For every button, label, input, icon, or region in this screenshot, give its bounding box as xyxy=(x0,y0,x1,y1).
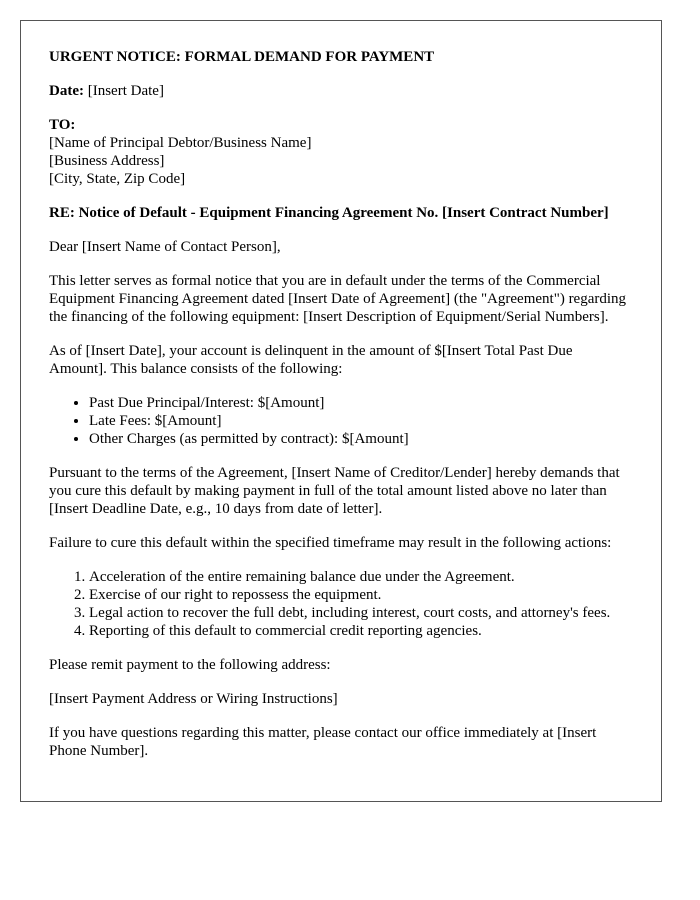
date-label: Date: xyxy=(49,83,84,99)
list-item: 4. Reporting of this default to commercial credit reporting agencies. xyxy=(89,622,632,640)
paragraph-contact: If you have questions regarding this matter, please contact our office immediately at [Insert Phone Number]. xyxy=(49,725,597,759)
date-line xyxy=(49,82,632,100)
list-item: 2. Exercise of our right to repossess the equipment. xyxy=(89,586,632,604)
paragraph-intro: This letter serves as formal notice that you are in default under the terms of the Commercial Equipment Financing Agreement dated [Insert Date of Agreement] (the "Agreement") regarding the financing of the following equipment: [Insert Description of Equipment/Serial Numbers]. xyxy=(49,273,627,325)
paragraph-remit: Please remit payment to the following address: xyxy=(49,657,331,673)
recipient-address: [Business Address] xyxy=(49,153,165,169)
list-item: • Late Fees: $[Amount] xyxy=(89,412,632,430)
list-item: 1. Acceleration of the entire remaining balance due under the Agreement. xyxy=(89,568,632,586)
subject-line xyxy=(49,204,632,222)
actions-list xyxy=(49,568,632,640)
payment-address: [Insert Payment Address or Wiring Instructions] xyxy=(49,691,338,707)
paragraph-delinquent: As of [Insert Date], your account is delinquent in the amount of $[Insert Total Past Due Amount]. This balance consists of the following: xyxy=(49,343,573,377)
paragraph-failure: Failure to cure this default within the specified timeframe may result in the following actions: xyxy=(49,535,612,551)
letter-document xyxy=(20,20,662,802)
list-item: • Other Charges (as permitted by contract): $[Amount] xyxy=(89,430,632,448)
recipient-city: [City, State, Zip Code] xyxy=(49,171,186,187)
balance-list xyxy=(49,394,632,448)
recipient-name: [Name of Principal Debtor/Business Name] xyxy=(49,135,312,151)
date-value: [Insert Date] xyxy=(87,83,164,99)
list-item: 3. Legal action to recover the full debt, including interest, court costs, and attorney's fees. xyxy=(89,604,632,622)
letter-title: URGENT NOTICE: FORMAL DEMAND FOR PAYMENT xyxy=(49,49,435,65)
subject-text: RE: Notice of Default - Equipment Financing Agreement No. [Insert Contract Number] xyxy=(49,205,609,221)
paragraph-demand: Pursuant to the terms of the Agreement, [Insert Name of Creditor/Lender] hereby demands that you cure this default by making payment in full of the total amount listed above no later than [Insert Deadline Date, e.g., 10 days from date of letter]. xyxy=(49,465,620,517)
to-label: TO: xyxy=(49,117,76,133)
salutation: Dear [Insert Name of Contact Person], xyxy=(49,239,281,255)
list-item: • Past Due Principal/Interest: $[Amount] xyxy=(89,394,632,412)
recipient-block xyxy=(49,116,632,188)
